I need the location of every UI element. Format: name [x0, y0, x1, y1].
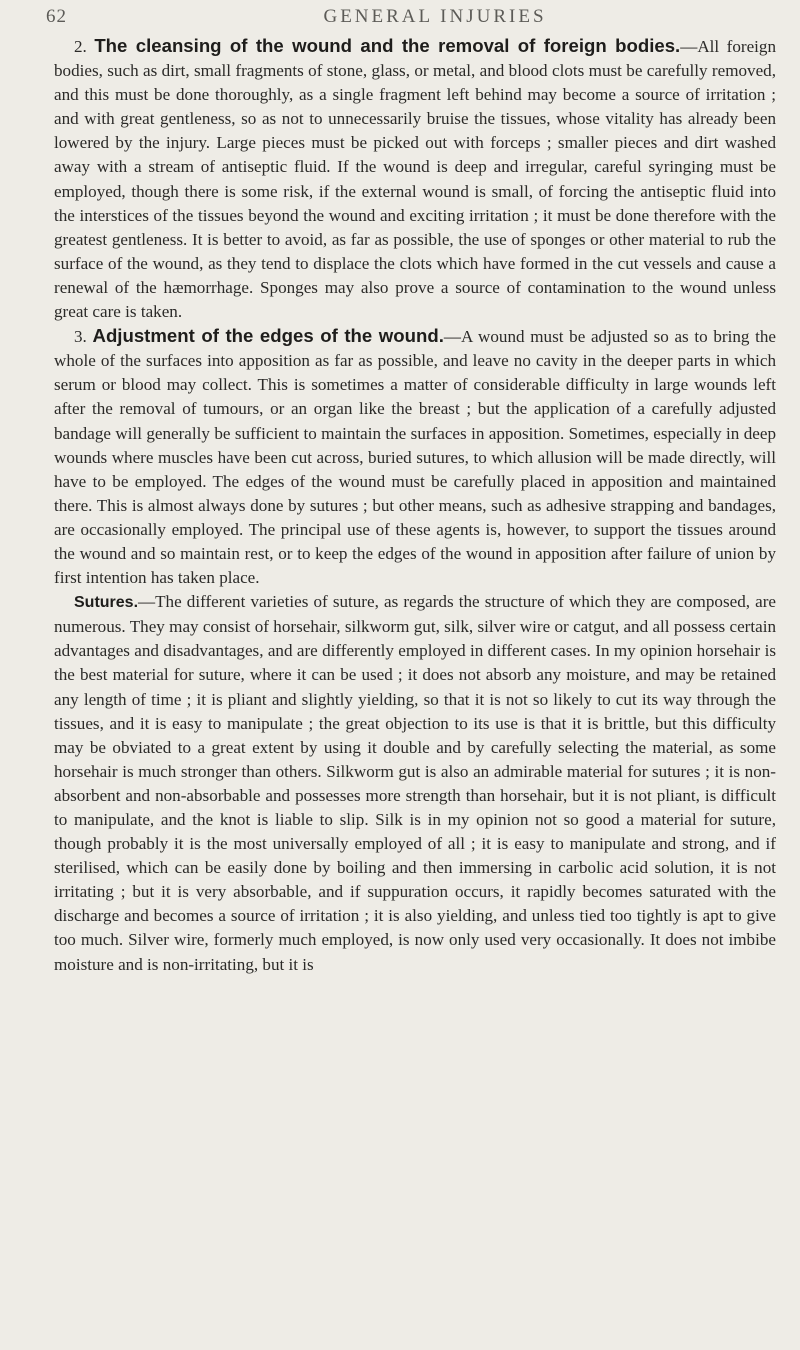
section-number: 2.	[74, 37, 87, 56]
heading-dash: —	[138, 592, 156, 612]
section-sutures	[54, 590, 776, 977]
section-body: The different varieties of suture, as regards the structure of which they are composed, are numerous. They may consist of horsehair, silkworm gut, silk, silver wire or catgut, and all possess certain advantages and disadvantages, and are differently employed in different cases. In my opinion horsehair is the best material for suture, where it can be used ; it does not absorb any moisture, and may be retained any length of time ; it is pliant and slightly yielding, so that it is not so likely to cut its way through the tissues, and it is easy to manipulate ; the great objection to its use is that it is brittle, but this difficulty may be obviated to a great extent by using it double and by carefully selecting the material, as some horsehair is much stronger than others. Silkworm gut is also an admirable material for sutures ; it is non-absorbent and non-absorbable and possesses more strength than horsehair, but it is not pliant, is difficult to manipulate, and the knot is liable to slip. Silk is in my opinion not so good a material for suture, though probably it is the most universally employed of all ; it is easy to manipulate and strong, and if sterilised, which can be easily done by boiling and then immersing in carbolic acid solution, it is not irritating ; but it is very absorbable, and if suppuration occurs, it rapidly becomes saturated with the discharge and becomes a source of irritation ; it is also yielding, and unless tied too tightly is apt to give too much. Silver wire, formerly much employed, is now only used very occasionally. It does not imbibe moisture and is non-irritating, but it is	[54, 592, 776, 974]
section-heading: Adjustment of the edges of the wound.	[92, 325, 444, 347]
running-head-title: GENERAL INJURIES	[323, 6, 547, 27]
heading-dash: —	[680, 37, 698, 56]
body-text	[54, 34, 776, 977]
running-head	[46, 6, 776, 30]
section-number: 3.	[74, 327, 87, 347]
section-body: A wound must be adjusted so as to bring the whole of the surfaces into apposition as far as possible, and leave no cavity in the deeper parts in which serum or blood may collect. This is sometimes a matter of considerable difficulty in large wounds left after the removal of tumours, or an organ like the breast ; but the application of a carefully adjusted bandage will generally be sufficient to maintain the surfaces in apposition. Sometimes, especially in deep wounds where muscles have been cut across, buried sutures, to which allusion will be made directly, will have to be employed. The edges of the wound must be carefully placed in apposition and maintained there. This is almost always done by sutures ; but other means, such as adhesive strapping and bandages, are occasionally employed. The principal use of these agents is, however, to support the tissues around the wound and so maintain rest, or to keep the edges of the wound in apposition after failure of union by first intention has taken place.	[54, 327, 776, 588]
section-cleansing	[54, 34, 776, 324]
section-heading: Sutures.	[74, 594, 139, 612]
section-body: All foreign bodies, such as dirt, small fragments of stone, glass, or metal, and blood clots must be carefully removed, and this must be done thoroughly, as a single fragment left behind may become a source of irritation ; and with great gentleness, so as not to unnecessarily bruise the tissues, whose vitality has already been lowered by the injury. Large pieces must be picked out with forceps ; smaller pieces and dirt washed away with a stream of antiseptic fluid. If the wound is deep and irregular, careful syringing must be employed, though there is some risk, if the external wound is small, of forcing the antiseptic fluid into the interstices of the tissues beyond the wound and exciting irritation ; it must be done therefore with the greatest gentleness. It is better to avoid, as far as possible, the use of sponges or other material to rub the surface of the wound, as they tend to displace the clots which have formed in the cut vessels and cause a renewal of the hæmorrhage. Sponges may also prove a source of contamination to the wound unless great care is taken.	[54, 37, 777, 322]
section-adjustment	[54, 324, 776, 590]
heading-dash: —	[443, 327, 461, 347]
page-number: 62	[46, 6, 67, 27]
section-heading: The cleansing of the wound and the removal of foreign bodies.	[94, 35, 681, 56]
